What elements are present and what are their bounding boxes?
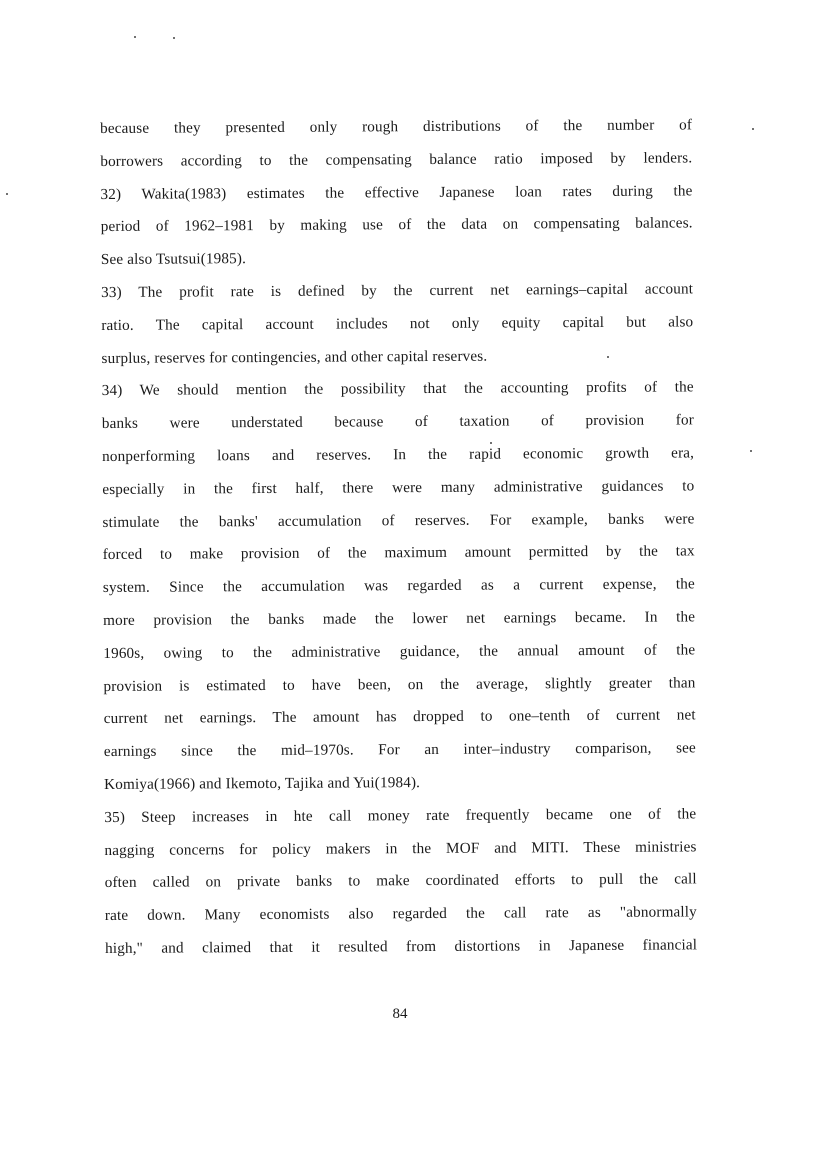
text-line: often called on private banks to make coordinated efforts to pull the call bbox=[104, 870, 697, 892]
text-line: ratio. The capital account includes not only equity capital but also bbox=[101, 313, 694, 334]
page-number: 84 bbox=[392, 1006, 408, 1022]
text-line: because they presented only rough distributions of the number of bbox=[100, 116, 693, 137]
scan-speck bbox=[173, 37, 175, 39]
text-line: 1960s, owing to the administrative guidance, the annual amount of the bbox=[103, 641, 696, 662]
text-line: nagging concerns for policy makers in the MOF and MITI. These ministries bbox=[104, 837, 697, 859]
text-line: provision is estimated to have been, on the average, slightly greater than bbox=[103, 673, 696, 695]
text-line: 33) The profit rate is defined by the current net earnings–capital account bbox=[101, 280, 694, 301]
text-line: system. Since the accumulation was regarded as a current expense, the bbox=[102, 575, 695, 597]
text-line: 35) Steep increases in hte call money rate frequently became one of the bbox=[104, 805, 697, 826]
text-line: earnings since the mid–1970s. For an inter–industry comparison, see bbox=[103, 739, 696, 761]
scan-speck bbox=[752, 128, 754, 130]
text-line: stimulate the banks' accumulation of reserves. For example, banks were bbox=[102, 509, 695, 531]
footnotes-text-block bbox=[100, 109, 697, 965]
text-line: Komiya(1966) and Ikemoto, Tajika and Yui(1984). bbox=[104, 773, 421, 793]
text-line: high," and claimed that it resulted from distortions in Japanese financial bbox=[105, 936, 698, 957]
text-line: borrowers according to the compensating balance ratio imposed by lenders. bbox=[100, 149, 693, 170]
text-line: 32) Wakita(1983) estimates the effective Japanese loan rates during the bbox=[100, 181, 693, 203]
text-line: rate down. Many economists also regarded the call rate as "abnormally bbox=[104, 903, 697, 925]
text-line: more provision the banks made the lower net earnings became. In the bbox=[103, 608, 696, 629]
scan-speck bbox=[490, 442, 492, 444]
text-line: current net earnings. The amount has dropped to one–tenth of current net bbox=[103, 706, 696, 728]
text-line: nonperforming loans and reserves. In the rapid economic growth era, bbox=[102, 444, 695, 465]
text-line: forced to make provision of the maximum amount permitted by the tax bbox=[102, 542, 695, 564]
scan-speck bbox=[607, 356, 609, 358]
text-line: banks were understated because of taxation of provision for bbox=[101, 411, 694, 433]
scan-speck bbox=[134, 36, 136, 38]
scan-speck bbox=[750, 450, 752, 452]
scan-speck bbox=[6, 193, 8, 195]
text-line: See also Tsutsui(1985). bbox=[100, 250, 247, 269]
text-line: surplus, reserves for contingencies, and other capital reserves. bbox=[101, 347, 488, 367]
text-line: 34) We should mention the possibility that the accounting profits of the bbox=[101, 378, 694, 400]
text-line: especially in the first half, there were many administrative guidances to bbox=[102, 477, 695, 498]
text-line: period of 1962–1981 by making use of the data on compensating balances. bbox=[100, 214, 693, 236]
